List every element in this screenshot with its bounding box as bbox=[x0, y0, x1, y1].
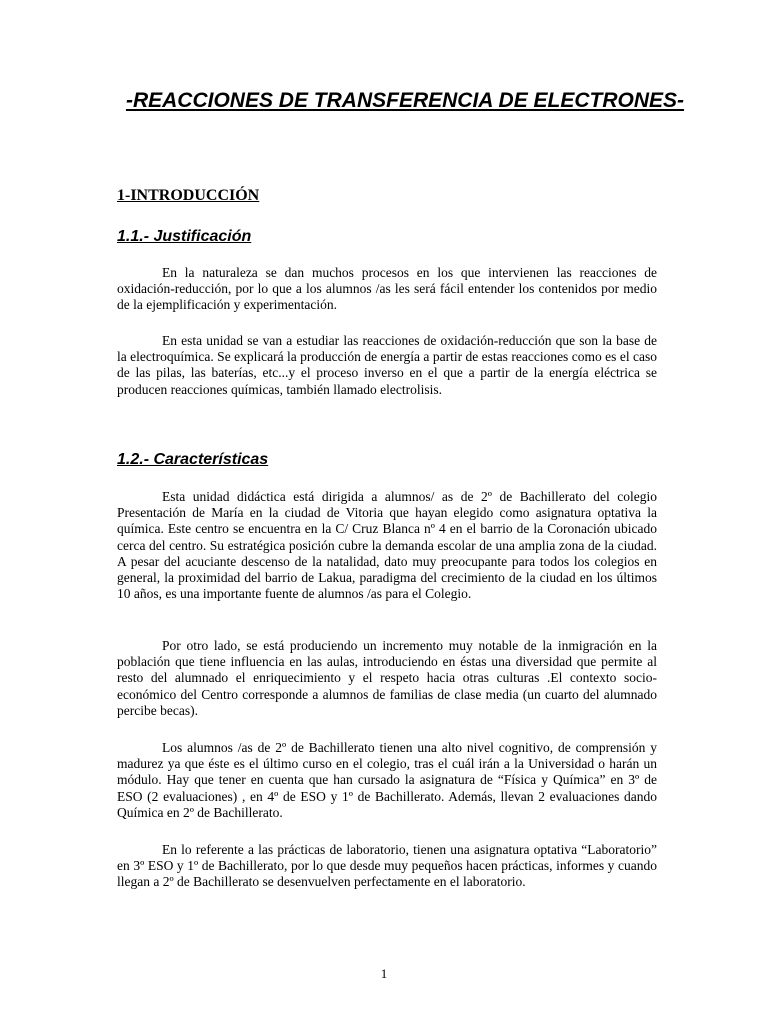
paragraph: Por otro lado, se está produciendo un incremento muy notable de la inmigración en la población que tiene influencia en las aulas, introduciendo en éstas una diversidad que permite al resto del alumnado el enriquecimiento y el respeto hacia otras culturas .El contexto socio-económico del Centro corresponde a alumnos de familias de clase media (un cuarto del alumnado percibe becas). bbox=[117, 638, 657, 718]
subsection-heading-caracteristicas: 1.2.- Características bbox=[117, 451, 269, 468]
page-number: 1 bbox=[380, 966, 388, 981]
paragraph: En esta unidad se van a estudiar las reacciones de oxidación-reducción que son la base de la electroquímica. Se explicará la producción de energía a partir de estas reacciones como es el caso de las pilas, las baterías, etc...y el proceso inverso en el que a partir de la energía eléctrica se producen reacciones químicas, también llamado electrolisis. bbox=[117, 333, 657, 397]
paragraph: Esta unidad didáctica está dirigida a alumnos/ as de 2º de Bachillerato del colegio Presentación de María en la ciudad de Vitoria que hayan elegido como asignatura optativa la química. Este centro se encuentra en la C/ Cruz Blanca nº 4 en el barrio de la Coronación ubicado cerca del centro. Su estratégica posición cubre la demanda escolar de una amplia zona de la ciudad. A pesar del acuciante descenso de la natalidad, dato muy preocupante para todos los colegios en general, la proximidad del barrio de Lakua, paradigma del crecimiento de la ciudad en los últimos 10 años, es una importante fuente de alumnos /as para el Colegio. bbox=[117, 489, 657, 602]
section-heading: 1-INTRODUCCIÓN bbox=[117, 187, 260, 204]
paragraph: En lo referente a las prácticas de laboratorio, tienen una asignatura optativa “Laboratorio” en 3º ESO y 1º de Bachillerato, por lo que desde muy pequeños hacen prácticas, informes y cuando llegan a 2º de Bachillerato se desenvuelven perfectamente en el laboratorio. bbox=[117, 842, 657, 890]
paragraph: En la naturaleza se dan muchos procesos en los que intervienen las reacciones de oxidación-reducción, por lo que a los alumnos /as les será fácil entender los contenidos por medio de la ejemplificación y experimentación. bbox=[117, 265, 657, 313]
document-title: -REACCIONES DE TRANSFERENCIA DE ELECTRONES- bbox=[125, 89, 685, 112]
subsection-heading-justificacion: 1.1.- Justificación bbox=[117, 228, 252, 245]
paragraph: Los alumnos /as de 2º de Bachillerato tienen una alto nivel cognitivo, de comprensión y madurez ya que éste es el último curso en el colegio, tras el cuál irán a la Universidad o harán un módulo. Hay que tener en cuenta que han cursado la asignatura de “Física y Química” en 3º de ESO (2 evaluaciones) , en 4º de ESO y 1º de Bachillerato. Además, llevan 2 evaluaciones dando Química en 2º de Bachillerato. bbox=[117, 740, 657, 820]
